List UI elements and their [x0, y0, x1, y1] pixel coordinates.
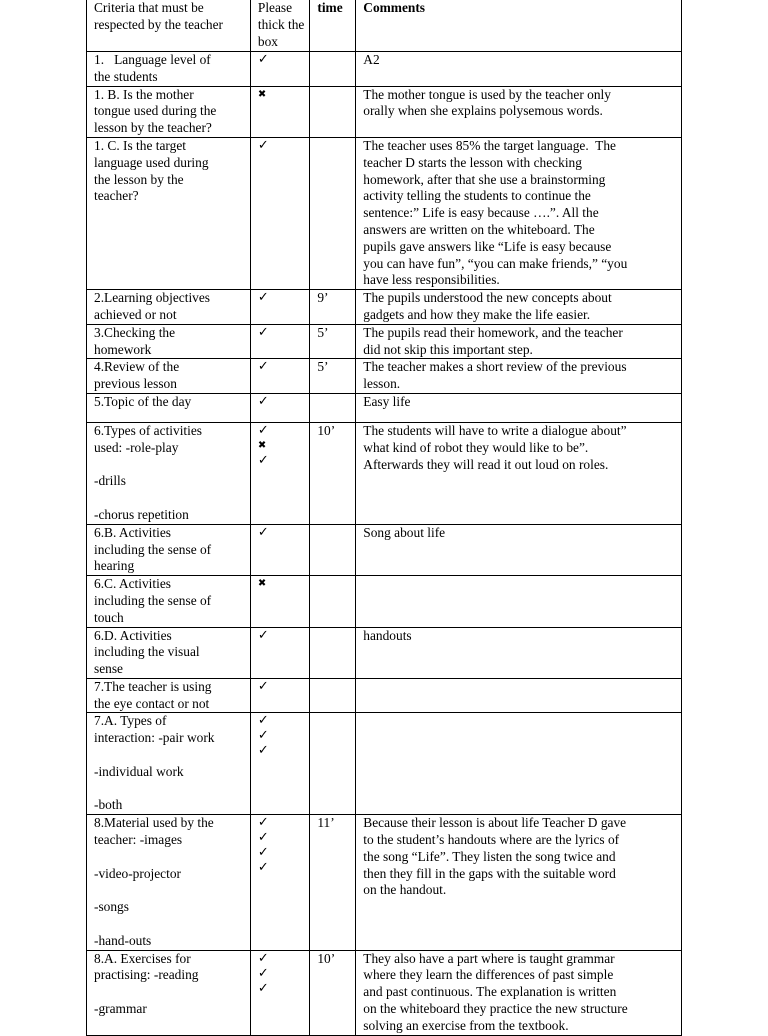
table-body	[87, 52, 682, 1036]
criteria-line	[94, 849, 250, 866]
comment-line: The teacher uses 85% the target language. The	[363, 137, 616, 153]
criteria-line: 6.C. Activities	[94, 576, 171, 592]
comment-line: the song “Life”. They listen the song twice and	[363, 848, 616, 864]
checkmark-icon: ✓	[257, 845, 269, 861]
comment-line: to the student’s handouts where are the lyrics of	[363, 832, 620, 848]
box-cell	[250, 359, 309, 394]
criteria-line: practising: -reading	[94, 967, 199, 983]
time-cell	[310, 524, 356, 575]
checkmark-icon: ✓	[257, 950, 269, 966]
criteria-cell	[87, 359, 251, 394]
criteria-cell	[87, 576, 251, 627]
criteria-line: interaction: -pair work	[94, 730, 215, 746]
comment-line: solving an exercise from the textbook.	[363, 1017, 569, 1033]
time-cell	[310, 627, 356, 678]
checkmark-icon: ✓	[257, 713, 269, 729]
checkmark-icon: ✓	[257, 524, 269, 540]
comment-line: Song about life	[363, 524, 446, 540]
box-cell	[250, 393, 309, 422]
header-comments: Comments	[356, 0, 682, 52]
table-row	[87, 524, 682, 575]
criteria-cell	[87, 627, 251, 678]
comment-cell	[356, 86, 682, 137]
criteria-line: 6.D. Activities	[94, 627, 172, 643]
comment-line: have less responsibilities.	[363, 272, 500, 288]
box-cell	[250, 627, 309, 678]
comment-line: then they fill in the gaps with the suitable word	[363, 865, 616, 881]
comment-line: The mother tongue is used by the teacher only	[363, 86, 611, 102]
comment-line: you can have fun”, “you can make friends,” “you	[363, 255, 628, 271]
comment-line: where they learn the differences of past simple	[363, 967, 614, 983]
time-cell: 5’	[310, 359, 356, 394]
criteria-cell	[87, 137, 251, 289]
checkmark-icon: ✓	[257, 830, 269, 846]
criteria-line	[94, 984, 250, 1001]
table-row	[87, 290, 682, 325]
checkmark-icon: ✓	[257, 965, 269, 981]
criteria-line: 5.Topic of the day	[94, 393, 192, 409]
criteria-cell	[87, 524, 251, 575]
box-cell	[250, 524, 309, 575]
criteria-line: 4.Review of the	[94, 359, 180, 375]
time-cell	[310, 86, 356, 137]
time-cell	[310, 576, 356, 627]
checkmark-icon: ✓	[257, 393, 269, 409]
criteria-line: used: -role-play	[94, 439, 179, 455]
comment-line: gadgets and how they make the life easier.	[363, 306, 591, 322]
criteria-line	[94, 747, 250, 764]
criteria-line: -drills	[94, 473, 126, 489]
criteria-line: homework	[94, 341, 152, 357]
table-row	[87, 950, 682, 1035]
time-cell: 10’	[310, 422, 356, 524]
criteria-line: including the sense of	[94, 541, 212, 557]
box-cell	[250, 290, 309, 325]
criteria-line: -grammar	[94, 1001, 147, 1017]
box-cell	[250, 422, 309, 524]
box-cell	[250, 678, 309, 713]
criteria-line: tongue used during the	[94, 103, 217, 119]
criteria-cell	[87, 713, 251, 815]
criteria-line: 7.The teacher is using	[94, 678, 212, 694]
criteria-line: 2.Learning objectives	[94, 290, 211, 306]
comment-line: Because their lesson is about life Teacher D gave	[363, 815, 627, 831]
table-row	[87, 576, 682, 627]
table-row	[87, 678, 682, 713]
comment-line: orally when she explains polysemous words.	[363, 103, 603, 119]
criteria-line	[94, 781, 250, 798]
criteria-cell	[87, 52, 251, 87]
checkmark-icon: ✓	[257, 52, 269, 67]
comment-cell	[356, 422, 682, 524]
criteria-line: -both	[94, 797, 123, 813]
criteria-line: the eye contact or not	[94, 695, 210, 711]
comment-line: did not skip this important step.	[363, 341, 533, 357]
checkmark-icon: ✓	[257, 137, 269, 153]
criteria-line: the students	[94, 68, 158, 84]
criteria-cell	[87, 86, 251, 137]
comment-cell	[356, 137, 682, 289]
comment-line: lesson.	[363, 376, 401, 392]
header-row	[87, 0, 682, 52]
time-cell	[310, 678, 356, 713]
header-time: time	[310, 0, 356, 52]
box-cell	[250, 815, 309, 950]
comment-line: Afterwards they will read it out loud on roles.	[363, 456, 609, 472]
comment-line: sentence:” Life is easy because ….”. All the	[363, 205, 599, 221]
box-cell	[250, 52, 309, 87]
criteria-cell	[87, 815, 251, 950]
table-row	[87, 86, 682, 137]
criteria-cell	[87, 290, 251, 325]
criteria-line: achieved or not	[94, 306, 177, 322]
comment-line: pupils gave answers like “Life is easy because	[363, 238, 612, 254]
criteria-cell	[87, 393, 251, 422]
time-cell	[310, 713, 356, 815]
comment-line: The pupils read their homework, and the teacher	[363, 324, 623, 340]
criteria-line: -hand-outs	[94, 932, 152, 948]
checkmark-icon: ✓	[257, 860, 269, 876]
comment-line: what kind of robot they would like to be”.	[363, 439, 589, 455]
checkmark-icon: ✓	[257, 359, 269, 375]
cross-icon: ✖	[257, 578, 267, 590]
criteria-cell	[87, 678, 251, 713]
checkmark-icon: ✓	[257, 743, 269, 759]
checkmark-icon: ✓	[257, 324, 269, 340]
comment-line: The students will have to write a dialogue about”	[363, 422, 627, 438]
comment-line: on the whiteboard they practice the new structure	[363, 1001, 628, 1017]
comment-line: The teacher makes a short review of the previous	[363, 359, 627, 375]
observation-table	[86, 0, 682, 1036]
criteria-line: -songs	[94, 899, 129, 915]
comment-cell	[356, 290, 682, 325]
comment-line: A2	[363, 52, 380, 67]
time-cell: 9’	[310, 290, 356, 325]
checkmark-icon: ✓	[257, 452, 269, 468]
criteria-line: hearing	[94, 558, 135, 574]
comment-line: homework, after that she use a brainstorming	[363, 171, 606, 187]
criteria-line: -video-projector	[94, 865, 181, 881]
time-cell: 5’	[310, 324, 356, 359]
criteria-line: teacher?	[94, 188, 139, 204]
comment-line: Easy life	[363, 393, 411, 409]
criteria-line: -individual work	[94, 763, 184, 779]
comment-cell	[356, 627, 682, 678]
comment-cell	[356, 713, 682, 815]
time-cell: 11’	[310, 815, 356, 950]
checkmark-icon: ✓	[257, 980, 269, 996]
header-criteria: Criteria that must be respected by the teacher	[87, 0, 251, 52]
comment-cell	[356, 678, 682, 713]
criteria-line: language used during	[94, 154, 209, 170]
criteria-line: touch	[94, 609, 124, 625]
box-cell	[250, 576, 309, 627]
table-row	[87, 137, 682, 289]
checkmark-icon: ✓	[257, 678, 269, 694]
checkmark-icon: ✓	[257, 728, 269, 744]
box-cell	[250, 713, 309, 815]
comment-line: The pupils understood the new concepts about	[363, 290, 612, 306]
box-cell	[250, 324, 309, 359]
comment-cell	[356, 950, 682, 1035]
box-cell	[250, 950, 309, 1035]
table-row	[87, 359, 682, 394]
table-row	[87, 393, 682, 422]
comment-cell	[356, 52, 682, 87]
comment-cell	[356, 576, 682, 627]
criteria-line: 1. C. Is the target	[94, 137, 186, 153]
table-row	[87, 52, 682, 87]
checkmark-icon: ✓	[257, 422, 269, 438]
criteria-line: including the visual	[94, 644, 200, 660]
checkmark-icon: ✓	[257, 627, 269, 643]
time-cell	[310, 393, 356, 422]
criteria-line	[94, 490, 250, 507]
time-cell	[310, 137, 356, 289]
criteria-line: sense	[94, 661, 124, 677]
comment-cell	[356, 524, 682, 575]
checkmark-icon: ✓	[257, 290, 269, 306]
criteria-cell	[87, 422, 251, 524]
comment-line: and past continuous. The explanation is written	[363, 984, 617, 1000]
box-cell	[250, 137, 309, 289]
time-cell: 10’	[310, 950, 356, 1035]
table-row	[87, 324, 682, 359]
comment-line: They also have a part where is taught grammar	[363, 950, 615, 966]
criteria-line	[94, 916, 250, 933]
criteria-line: 1. B. Is the mother	[94, 86, 194, 102]
time-cell	[310, 52, 356, 87]
cross-icon: ✖	[257, 88, 267, 100]
criteria-line: 8.Material used by the	[94, 815, 214, 831]
table-row	[87, 422, 682, 524]
comment-line: teacher D starts the lesson with checking	[363, 154, 582, 170]
table-row	[87, 627, 682, 678]
box-cell	[250, 86, 309, 137]
comment-line: answers are written on the whiteboard. The	[363, 221, 595, 237]
comment-cell	[356, 359, 682, 394]
criteria-line	[94, 457, 250, 474]
comment-cell	[356, 815, 682, 950]
header-box: Please thick the box	[250, 0, 309, 52]
criteria-cell	[87, 324, 251, 359]
table-row	[87, 815, 682, 950]
comment-line: activity telling the students to continue the	[363, 188, 591, 204]
criteria-line: 7.A. Types of	[94, 713, 167, 729]
criteria-line: teacher: -images	[94, 832, 183, 848]
table-row	[87, 713, 682, 815]
cross-icon: ✖	[257, 439, 267, 451]
criteria-cell	[87, 950, 251, 1035]
criteria-line	[94, 882, 250, 899]
criteria-line: the lesson by the	[94, 171, 184, 187]
criteria-line: lesson by the teacher?	[94, 120, 212, 136]
comment-line: handouts	[363, 627, 412, 643]
criteria-line: including the sense of	[94, 592, 212, 608]
criteria-line: 1. Language level of	[94, 52, 211, 67]
comment-line: on the handout.	[363, 882, 447, 898]
checkmark-icon: ✓	[257, 815, 269, 831]
criteria-line: 6.B. Activities	[94, 524, 171, 540]
criteria-line: 6.Types of activities	[94, 422, 203, 438]
criteria-line: 8.A. Exercises for	[94, 950, 191, 966]
criteria-line: 3.Checking the	[94, 324, 176, 340]
comment-cell	[356, 324, 682, 359]
criteria-line: -chorus repetition	[94, 506, 189, 522]
comment-cell	[356, 393, 682, 422]
criteria-line: previous lesson	[94, 376, 177, 392]
